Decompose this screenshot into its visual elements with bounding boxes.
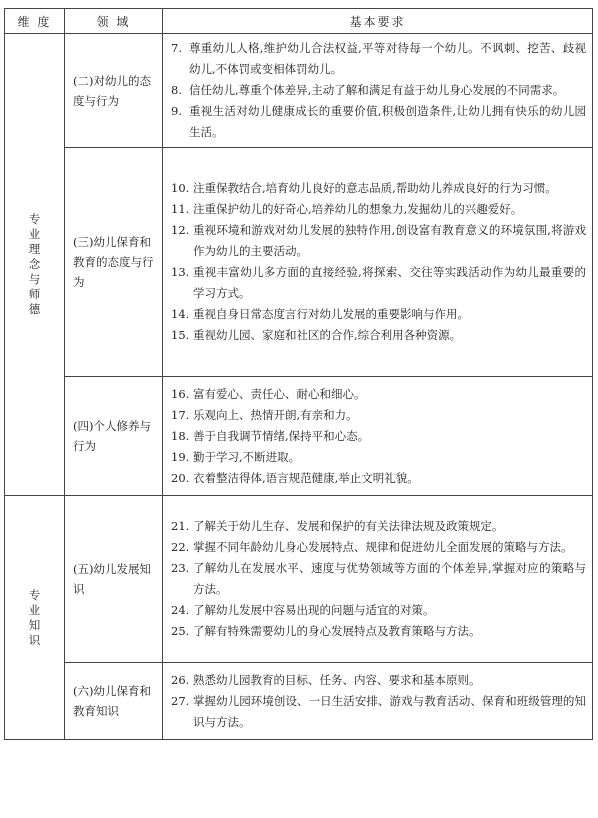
item-number: 16. xyxy=(171,386,190,401)
item-text: 了解关于幼儿生存、发展和保护的有关法律法规及政策规定。 xyxy=(193,519,504,533)
item-number: 27. xyxy=(171,693,190,708)
item-number: 12. xyxy=(171,223,190,237)
item-text: 掌握幼儿园环境创设、一日生活安排、游戏与教育活动、保育和班级管理的知识与方法。 xyxy=(193,693,586,729)
field-cell xyxy=(65,148,163,377)
item-number: 20. xyxy=(171,470,190,485)
item-number: 10. xyxy=(171,181,190,195)
requirements-cell xyxy=(163,34,593,148)
item-number: 18. xyxy=(171,428,190,443)
item-number: 26. xyxy=(171,672,190,687)
item-text: 勤于学习,不断进取。 xyxy=(193,449,301,464)
list-item xyxy=(171,600,586,621)
item-number: 15. xyxy=(171,328,190,342)
list-item xyxy=(171,304,586,325)
item-number: 21. xyxy=(171,519,190,533)
item-text: 熟悉幼儿园教育的目标、任务、内容、要求和基本原则。 xyxy=(193,672,481,687)
dimension-label: 专业知识 xyxy=(28,587,41,647)
item-text: 信任幼儿,尊重个体差异,主动了解和满足有益于幼儿身心发展的不同需求。 xyxy=(189,83,565,97)
list-item xyxy=(171,691,586,733)
field-cell xyxy=(65,34,163,148)
header-dimension: 维 度 xyxy=(5,9,65,34)
item-number: 22. xyxy=(171,540,190,554)
list-item xyxy=(171,537,586,558)
table-row xyxy=(5,496,593,663)
list-item xyxy=(171,101,586,143)
item-number: 8. xyxy=(171,83,182,97)
list-item xyxy=(171,38,586,80)
item-text: 了解幼儿发展中容易出现的问题与适宜的对策。 xyxy=(193,603,435,617)
list-item xyxy=(171,80,586,101)
table-row xyxy=(5,148,593,377)
item-text: 了解有特殊需要幼儿的身心发展特点及教育策略与方法。 xyxy=(193,624,481,638)
item-text: 掌握不同年龄幼儿身心发展特点、规律和促进幼儿全面发展的策略与方法。 xyxy=(193,540,573,554)
item-number: 9. xyxy=(171,104,182,118)
standards-table xyxy=(4,8,593,740)
table-row xyxy=(5,34,593,148)
item-number: 19. xyxy=(171,449,190,464)
item-text: 尊重幼儿人格,维护幼儿合法权益,平等对待每一个幼儿。不讽刺、挖苦、歧视幼儿,不体罚或变相体罚幼儿。 xyxy=(189,41,586,76)
field-label: (三)幼儿保育和教育的态度与行为 xyxy=(73,235,154,289)
item-text: 了解幼儿在发展水平、速度与优势领域等方面的个体差异,掌握对应的策略与方法。 xyxy=(193,561,586,596)
item-text: 注重保护幼儿的好奇心,培养幼儿的想象力,发掘幼儿的兴趣爱好。 xyxy=(193,202,523,216)
item-number: 24. xyxy=(171,603,190,617)
item-text: 重视环境和游戏对幼儿发展的独特作用,创设富有教育意义的环境氛围,将游戏作为幼儿的主要活动。 xyxy=(193,223,586,258)
requirements-cell xyxy=(163,496,593,663)
list-item xyxy=(171,199,586,220)
list-item xyxy=(171,405,586,426)
header-row xyxy=(5,9,593,34)
list-item xyxy=(171,621,586,642)
item-text: 重视自身日常态度言行对幼儿发展的重要影响与作用。 xyxy=(193,307,469,321)
field-label: (二)对幼儿的态度与行为 xyxy=(73,73,151,108)
item-text: 衣着整洁得体,语言规范健康,举止文明礼貌。 xyxy=(193,470,419,485)
item-number: 25. xyxy=(171,624,190,638)
table-row xyxy=(5,377,593,496)
list-item xyxy=(171,670,586,691)
table-row xyxy=(5,663,593,740)
item-text: 富有爱心、责任心、耐心和细心。 xyxy=(193,386,366,401)
requirements-cell xyxy=(163,663,593,740)
item-text: 重视生活对幼儿健康成长的重要价值,积极创造条件,让幼儿拥有快乐的幼儿园生活。 xyxy=(189,104,586,139)
header-field: 领 域 xyxy=(65,9,163,34)
list-item xyxy=(171,178,586,199)
list-item xyxy=(171,426,586,447)
field-label: (四)个人修养与行为 xyxy=(73,419,151,453)
list-item xyxy=(171,220,586,262)
list-item xyxy=(171,558,586,600)
requirements-cell xyxy=(163,148,593,377)
field-cell xyxy=(65,496,163,663)
item-text: 重视丰富幼儿多方面的直接经验,将探索、交往等实践活动作为幼儿最重要的学习方式。 xyxy=(193,265,586,300)
item-text: 乐观向上、热情开朗,有亲和力。 xyxy=(193,407,358,422)
dimension-cell xyxy=(5,496,65,740)
header-requirements: 基本要求 xyxy=(163,9,593,34)
list-item xyxy=(171,447,586,468)
item-text: 重视幼儿园、家庭和社区的合作,综合利用各种资源。 xyxy=(193,328,462,342)
item-number: 14. xyxy=(171,307,190,321)
item-text: 善于自我调节情绪,保持平和心态。 xyxy=(193,428,370,443)
dimension-cell xyxy=(5,34,65,496)
field-label: (五)幼儿发展知识 xyxy=(73,562,151,596)
list-item xyxy=(171,468,586,489)
item-number: 11. xyxy=(171,202,190,216)
item-text: 注重保教结合,培育幼儿良好的意志品质,帮助幼儿养成良好的行为习惯。 xyxy=(193,181,557,195)
field-cell xyxy=(65,663,163,740)
list-item xyxy=(171,325,586,346)
list-item xyxy=(171,516,586,537)
requirements-cell xyxy=(163,377,593,496)
list-item xyxy=(171,384,586,405)
item-number: 23. xyxy=(171,561,190,575)
item-number: 7. xyxy=(171,41,182,55)
dimension-label: 专业理念与师德 xyxy=(28,212,41,316)
field-cell xyxy=(65,377,163,496)
item-number: 13. xyxy=(171,265,190,279)
list-item xyxy=(171,262,586,304)
item-number: 17. xyxy=(171,407,190,422)
field-label: (六)幼儿保育和教育知识 xyxy=(73,684,151,718)
